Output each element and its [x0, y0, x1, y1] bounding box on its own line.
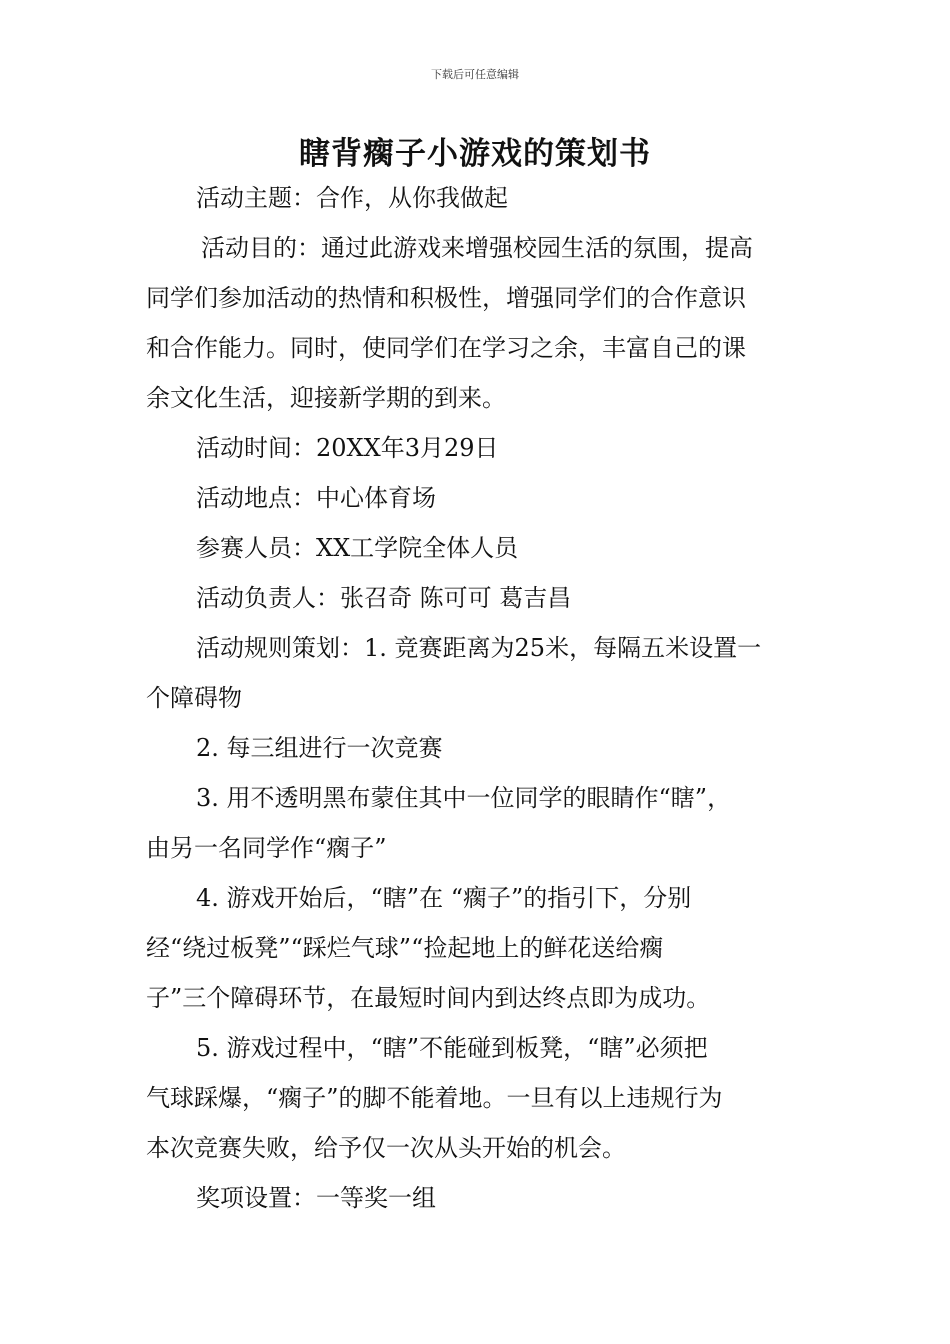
activity-time-line: 活动时间：20XX年3月29日 [196, 434, 499, 462]
activity-purpose-line-4: 余文化生活，迎接新学期的到来。 [146, 384, 506, 412]
rules-line-1: 活动规则策划：1. 竞赛距离为25米，每隔五米设置一 [196, 634, 762, 662]
rules-line-4-cont-2: 子”三个障碍环节，在最短时间内到达终点即为成功。 [146, 984, 711, 1012]
rules-line-1-cont: 个障碍物 [146, 684, 242, 712]
participants-line: 参赛人员：XX工学院全体人员 [196, 534, 519, 562]
activity-purpose-line-3: 和合作能力。同时，使同学们在学习之余，丰富自己的课 [146, 334, 746, 362]
rules-line-2: 2. 每三组进行一次竞赛 [196, 734, 443, 762]
activity-theme-line: 活动主题：合作，从你我做起 [196, 184, 508, 212]
organizers-line: 活动负责人：张召奇 陈可可 葛吉昌 [196, 584, 572, 612]
activity-purpose-line-2: 同学们参加活动的热情和积极性，增强同学们的合作意识 [146, 284, 746, 312]
rules-line-5: 5. 游戏过程中，“瞎”不能碰到板凳，“瞎”必须把 [196, 1034, 708, 1062]
rules-line-5-cont-2: 本次竞赛失败，给予仅一次从头开始的机会。 [146, 1134, 626, 1162]
rules-line-4-cont-1: 经“绕过板凳”“踩烂气球”“捡起地上的鲜花送给瘸 [146, 934, 664, 962]
rules-line-5-cont-1: 气球踩爆，“瘸子”的脚不能着地。一旦有以上违规行为 [146, 1084, 723, 1112]
activity-location-line: 活动地点：中心体育场 [196, 484, 436, 512]
page-header-note: 下载后可任意编辑 [431, 68, 519, 81]
document-title: 瞎背瘸子小游戏的策划书 [299, 136, 651, 172]
rules-line-3-cont: 由另一名同学作“瘸子” [146, 834, 387, 862]
rules-line-3: 3. 用不透明黑布蒙住其中一位同学的眼睛作“瞎”， [196, 784, 732, 812]
awards-line: 奖项设置：一等奖一组 [196, 1184, 436, 1212]
rules-line-4: 4. 游戏开始后，“瞎”在 “瘸子”的指引下，分别 [196, 884, 692, 912]
activity-purpose-line-1: 活动目的：通过此游戏来增强校园生活的氛围，提高 [201, 234, 753, 262]
